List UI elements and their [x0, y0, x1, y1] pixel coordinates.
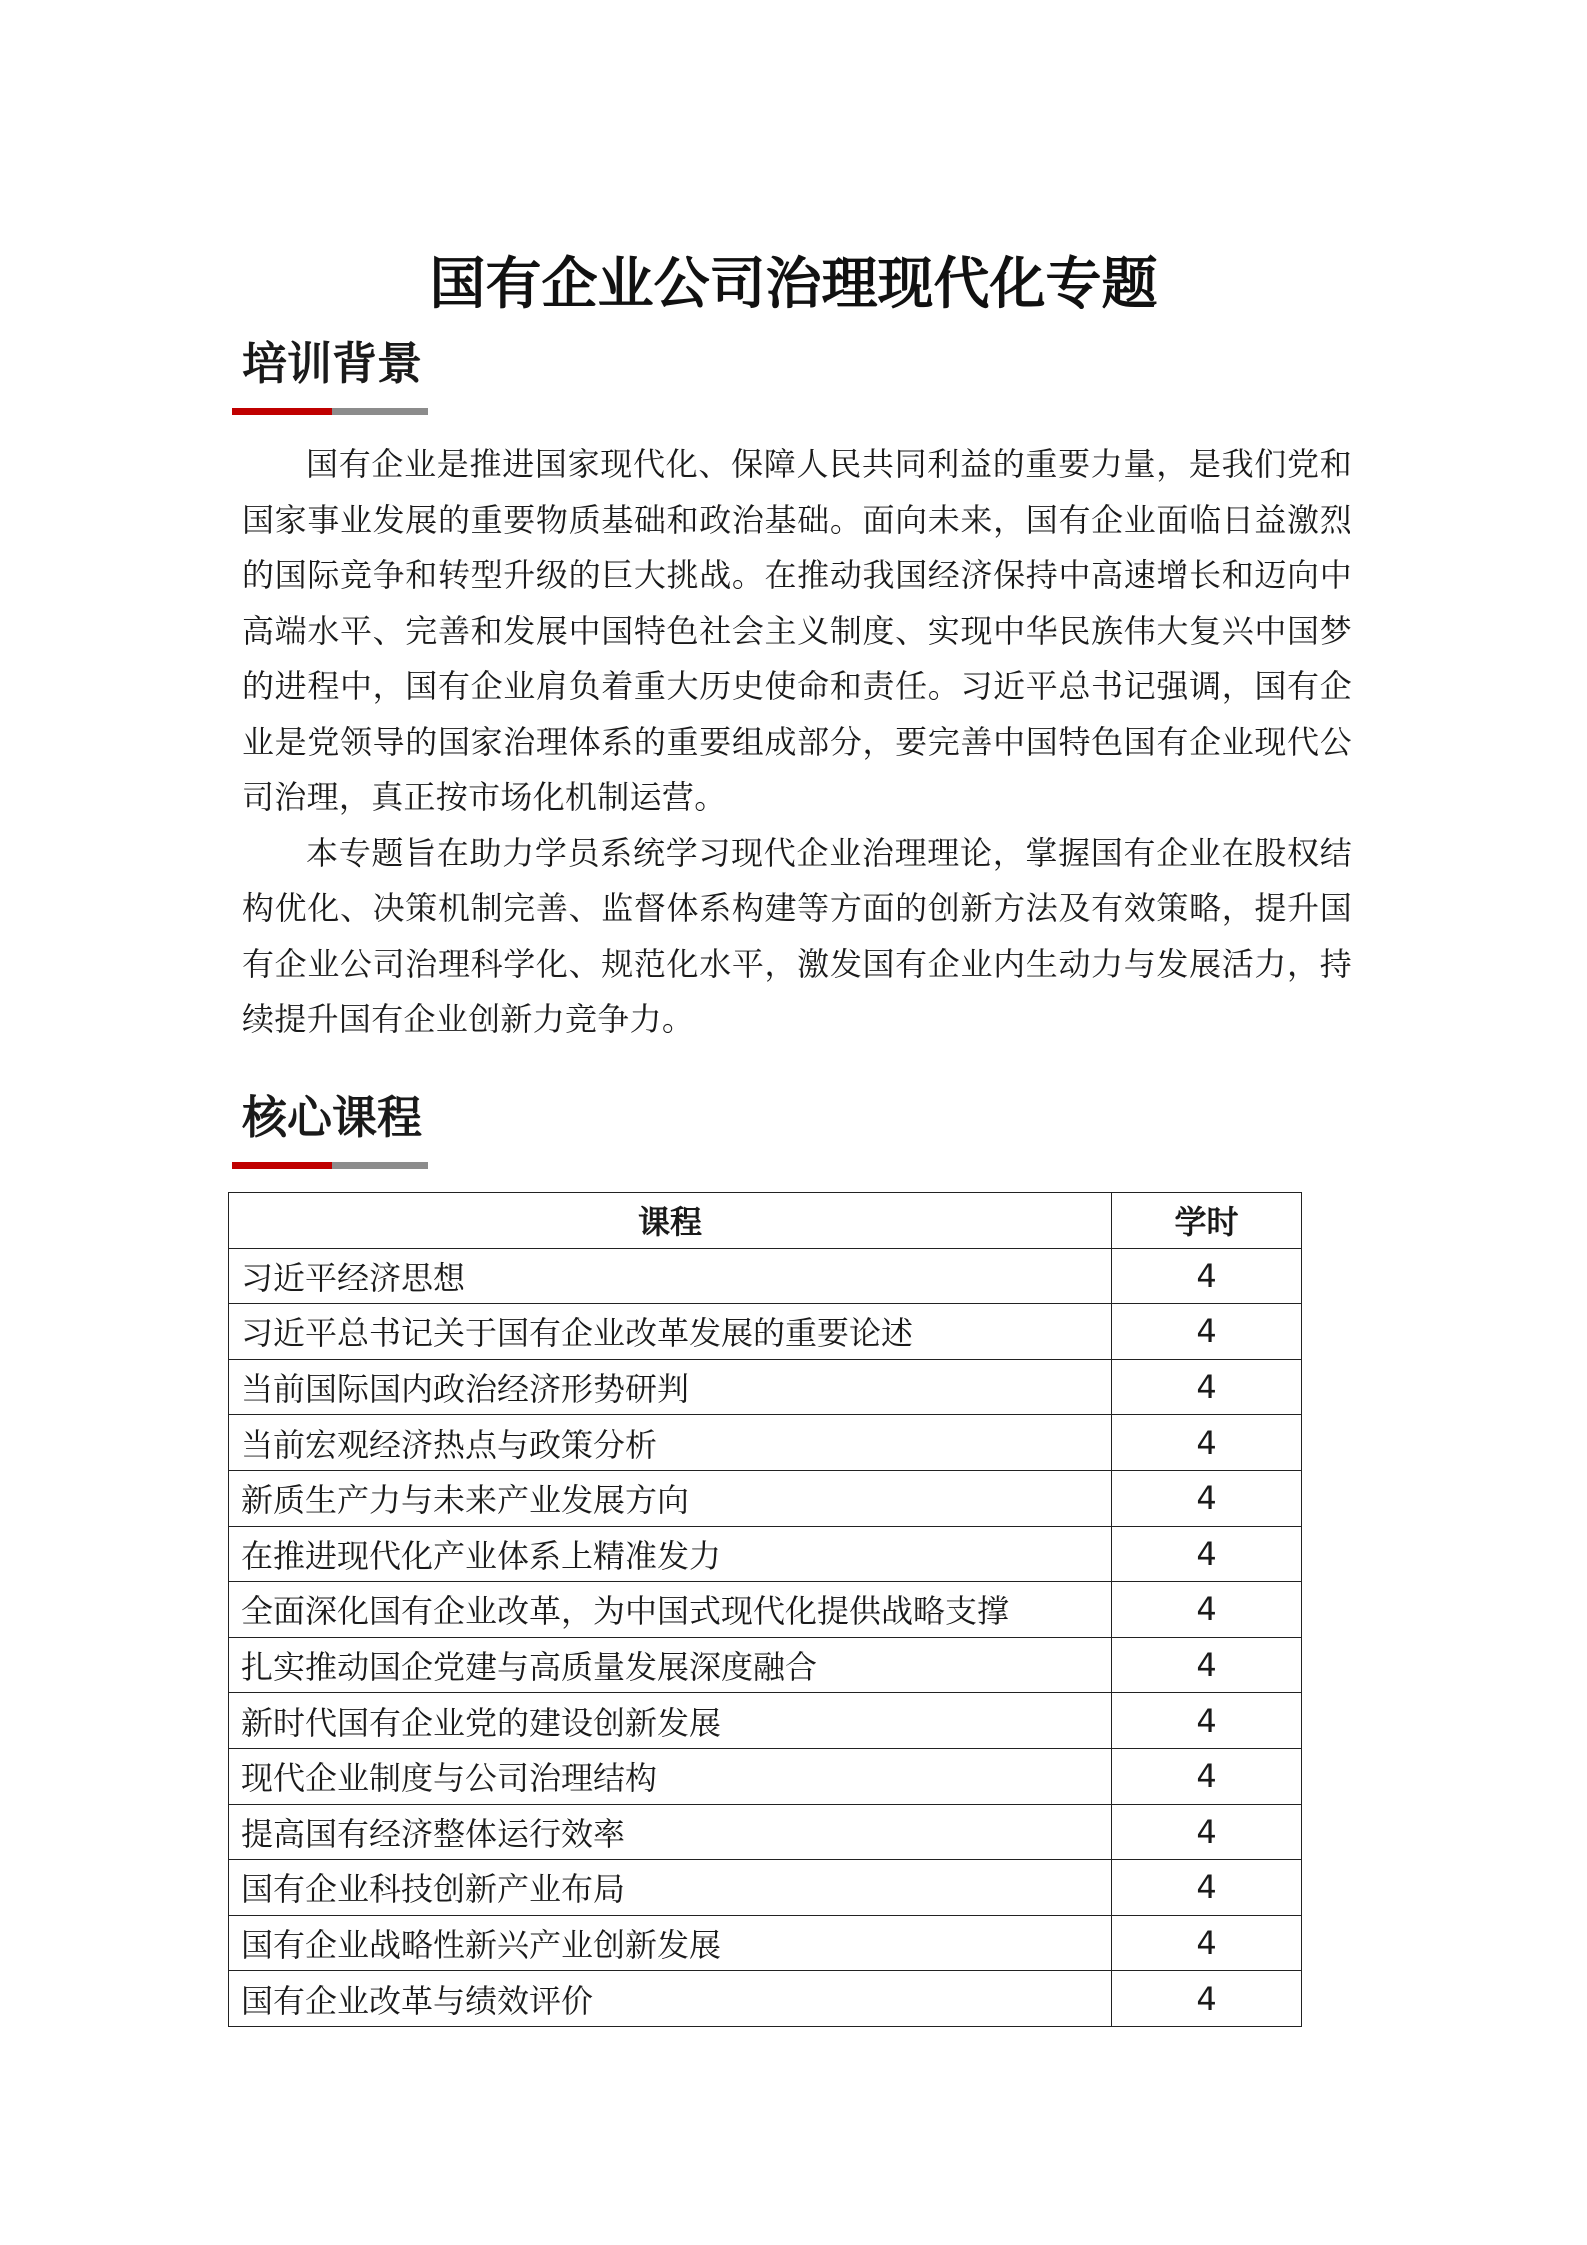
- course-name-cell: 扎实推动国企党建与高质量发展深度融合: [229, 1637, 1112, 1693]
- course-hours-cell: 4: [1112, 1693, 1302, 1749]
- heading-underline: [232, 1162, 428, 1169]
- course-name-cell: 提高国有经济整体运行效率: [229, 1804, 1112, 1860]
- course-name-cell: 习近平总书记关于国有企业改革发展的重要论述: [229, 1304, 1112, 1360]
- course-hours-cell: 4: [1112, 1470, 1302, 1526]
- course-hours-cell: 4: [1112, 1526, 1302, 1582]
- underline-grey-segment: [332, 1162, 428, 1169]
- column-header-hours: 学时: [1112, 1193, 1302, 1249]
- table-header-row: [229, 1193, 1302, 1249]
- table-row: [229, 1582, 1302, 1638]
- section-heading-background: 培训背景: [242, 337, 423, 390]
- course-name-cell: 当前宏观经济热点与政策分析: [229, 1415, 1112, 1471]
- course-name-cell: 新时代国有企业党的建设创新发展: [229, 1693, 1112, 1749]
- table-row: [229, 1415, 1302, 1471]
- course-name-cell: 在推进现代化产业体系上精准发力: [229, 1526, 1112, 1582]
- course-name-cell: 新质生产力与未来产业发展方向: [229, 1470, 1112, 1526]
- background-paragraphs: [232, 437, 1352, 1048]
- table-row: [229, 1748, 1302, 1804]
- section-heading-courses: 核心课程: [242, 1091, 423, 1144]
- course-name-cell: 国有企业战略性新兴产业创新发展: [229, 1915, 1112, 1971]
- course-hours-cell: 4: [1112, 1248, 1302, 1304]
- course-name-cell: 现代企业制度与公司治理结构: [229, 1748, 1112, 1804]
- course-hours-cell: 4: [1112, 1748, 1302, 1804]
- page-title: 国有企业公司治理现代化专题: [429, 252, 1158, 317]
- table-row: [229, 1804, 1302, 1860]
- table-row: [229, 1971, 1302, 2027]
- table-row: [229, 1248, 1302, 1304]
- background-paragraph-2: 本专题旨在助力学员系统学习现代企业治理理论，掌握国有企业在股权结构优化、决策机制完善、监督体系构建等方面的创新方法及有效策略，提升国有企业公司治理科学化、规范化水平，激发国有企业内生动力与发展活力，持续提升国有企业创新力竞争力。: [242, 833, 1352, 1038]
- underline-grey-segment: [332, 408, 428, 415]
- course-name-cell: 习近平经济思想: [229, 1248, 1112, 1304]
- course-hours-cell: 4: [1112, 1804, 1302, 1860]
- heading-underline: [232, 408, 428, 415]
- underline-red-segment: [232, 408, 332, 415]
- background-paragraph-1: 国有企业是推进国家现代化、保障人民共同利益的重要力量，是我们党和国家事业发展的重要物质基础和政治基础。面向未来，国有企业面临日益激烈的国际竞争和转型升级的巨大挑战。在推动我国经济保持中高速增长和迈向中高端水平、完善和发展中国特色社会主义制度、实现中华民族伟大复兴中国梦的进程中，国有企业肩负着重大历史使命和责任。习近平总书记强调，国有企业是党领导的国家治理体系的重要组成部分，要完善中国特色国有企业现代公司治理，真正按市场化机制运营。: [242, 445, 1352, 816]
- course-table: [228, 1192, 1302, 2027]
- course-name-cell: 当前国际国内政治经济形势研判: [229, 1359, 1112, 1415]
- table-row: [229, 1860, 1302, 1916]
- course-hours-cell: 4: [1112, 1582, 1302, 1638]
- course-hours-cell: 4: [1112, 1359, 1302, 1415]
- table-row: [229, 1693, 1302, 1749]
- column-header-course: 课程: [229, 1193, 1112, 1249]
- table-row: [229, 1526, 1302, 1582]
- course-hours-cell: 4: [1112, 1415, 1302, 1471]
- table-row: [229, 1470, 1302, 1526]
- underline-red-segment: [232, 1162, 332, 1169]
- courses-section: [232, 1088, 1352, 1169]
- background-section: [232, 334, 1352, 1048]
- course-hours-cell: 4: [1112, 1971, 1302, 2027]
- table-row: [229, 1359, 1302, 1415]
- course-hours-cell: 4: [1112, 1304, 1302, 1360]
- table-row: [229, 1637, 1302, 1693]
- course-hours-cell: 4: [1112, 1637, 1302, 1693]
- course-hours-cell: 4: [1112, 1915, 1302, 1971]
- course-name-cell: 国有企业改革与绩效评价: [229, 1971, 1112, 2027]
- table-row: [229, 1915, 1302, 1971]
- table-row: [229, 1304, 1302, 1360]
- course-name-cell: 全面深化国有企业改革，为中国式现代化提供战略支撑: [229, 1582, 1112, 1638]
- course-name-cell: 国有企业科技创新产业布局: [229, 1860, 1112, 1916]
- course-hours-cell: 4: [1112, 1860, 1302, 1916]
